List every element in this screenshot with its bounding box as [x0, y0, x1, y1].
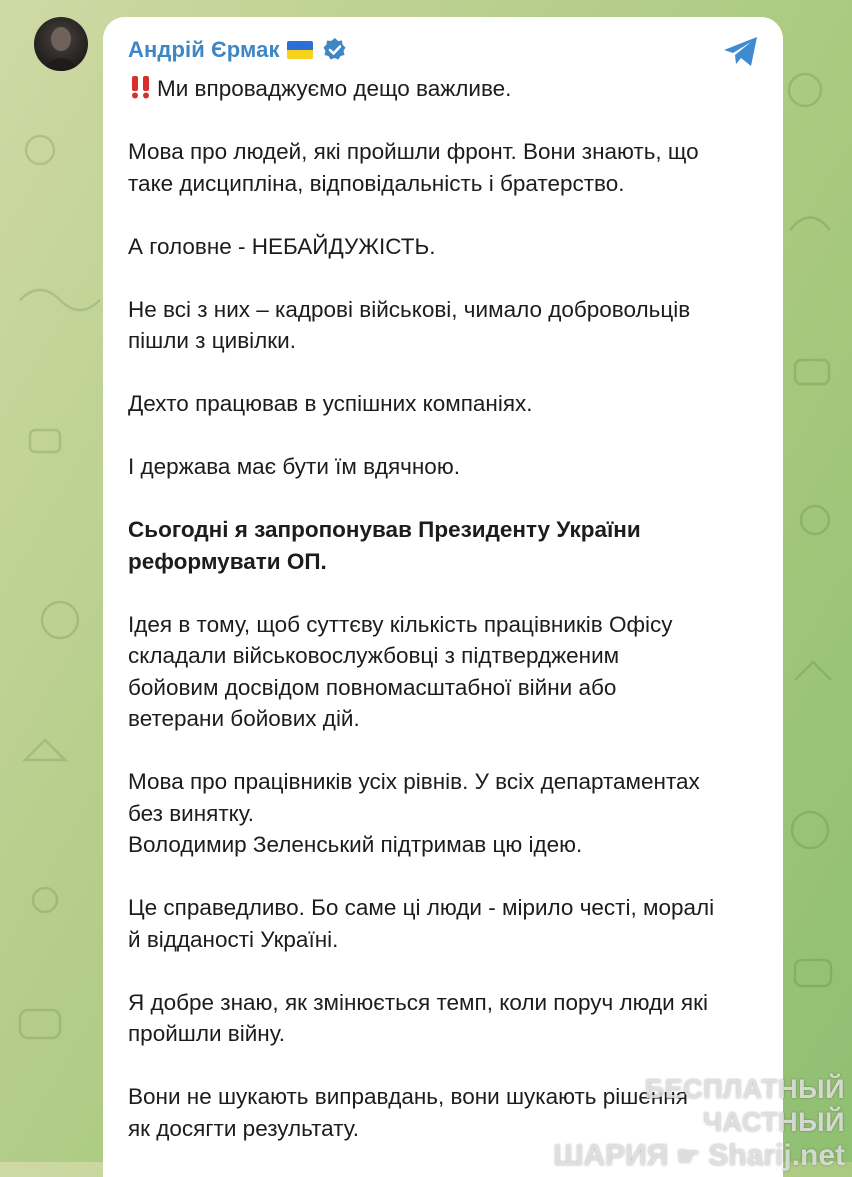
telegram-icon[interactable]: [721, 31, 761, 71]
message-paragraphs: [128, 136, 768, 1144]
watermark-line2: [545, 1139, 845, 1173]
verified-badge-icon: [322, 37, 348, 63]
message-paragraph: Мова про людей, які пройшли фронт. Вони знають, що таке дисципліна, відповідальність і братерство.: [128, 139, 699, 196]
message-paragraph: Сьогодні я запропонував Президенту України реформувати ОП.: [128, 517, 641, 574]
message-paragraph: Вони не шукають виправдань, вони шукають рішення як досягти результату.: [128, 1084, 688, 1141]
message-header: [128, 33, 348, 67]
message-paragraph: Я добре знаю, як змінюється темп, коли поруч люди які пройшли війну.: [128, 989, 708, 1046]
watermark-line2-right: Sharij.net: [708, 1139, 845, 1172]
message-paragraph: Мова про працівників усіх рівнів. У всіх департаментах без винятку. Володимир Зеленський підтримав цю ідею.: [128, 769, 700, 857]
message-paragraph: Дехто працював в успішних компаніях.: [128, 391, 533, 416]
ukraine-flag-icon: [287, 41, 313, 59]
sender-name[interactable]: Андрій Єрмак: [128, 37, 280, 62]
message-paragraph: Не всі з них – кадрові військові, чимало добровольців пішли з цивілки.: [128, 296, 691, 353]
watermark-line1: БЕСПЛАТНЫЙ ЧАСТНЫЙ: [644, 1074, 845, 1137]
watermark: [545, 1073, 845, 1173]
person-avatar-icon: [34, 17, 88, 71]
message-paragraph: І держава має бути їм вдячною.: [128, 454, 460, 479]
sender-avatar[interactable]: [34, 17, 88, 71]
double-exclamation-icon: [128, 74, 154, 100]
watermark-line2-left: ШАРИЯ: [553, 1139, 669, 1172]
message-bubble: [103, 17, 783, 1177]
pointing-hand-icon: ☛: [676, 1141, 700, 1171]
message-paragraph: Ідея в тому, щоб суттєву кількість працівників Офісу складали військовослужбовці з підтвердженим бойовим досвідом повномасштабної війни або ветерани бойових дій.: [128, 611, 673, 731]
message-first-line: [128, 73, 768, 105]
message-text: [128, 73, 768, 1176]
message-paragraph: Це справедливо. Бо саме ці люди - мірило честі, моралі й відданості Україні.: [128, 895, 715, 952]
message-paragraph: А головне - НЕБАЙДУЖІСТЬ.: [128, 233, 436, 259]
first-line-text: Ми впроваджуємо дещо важливе.: [157, 76, 512, 101]
